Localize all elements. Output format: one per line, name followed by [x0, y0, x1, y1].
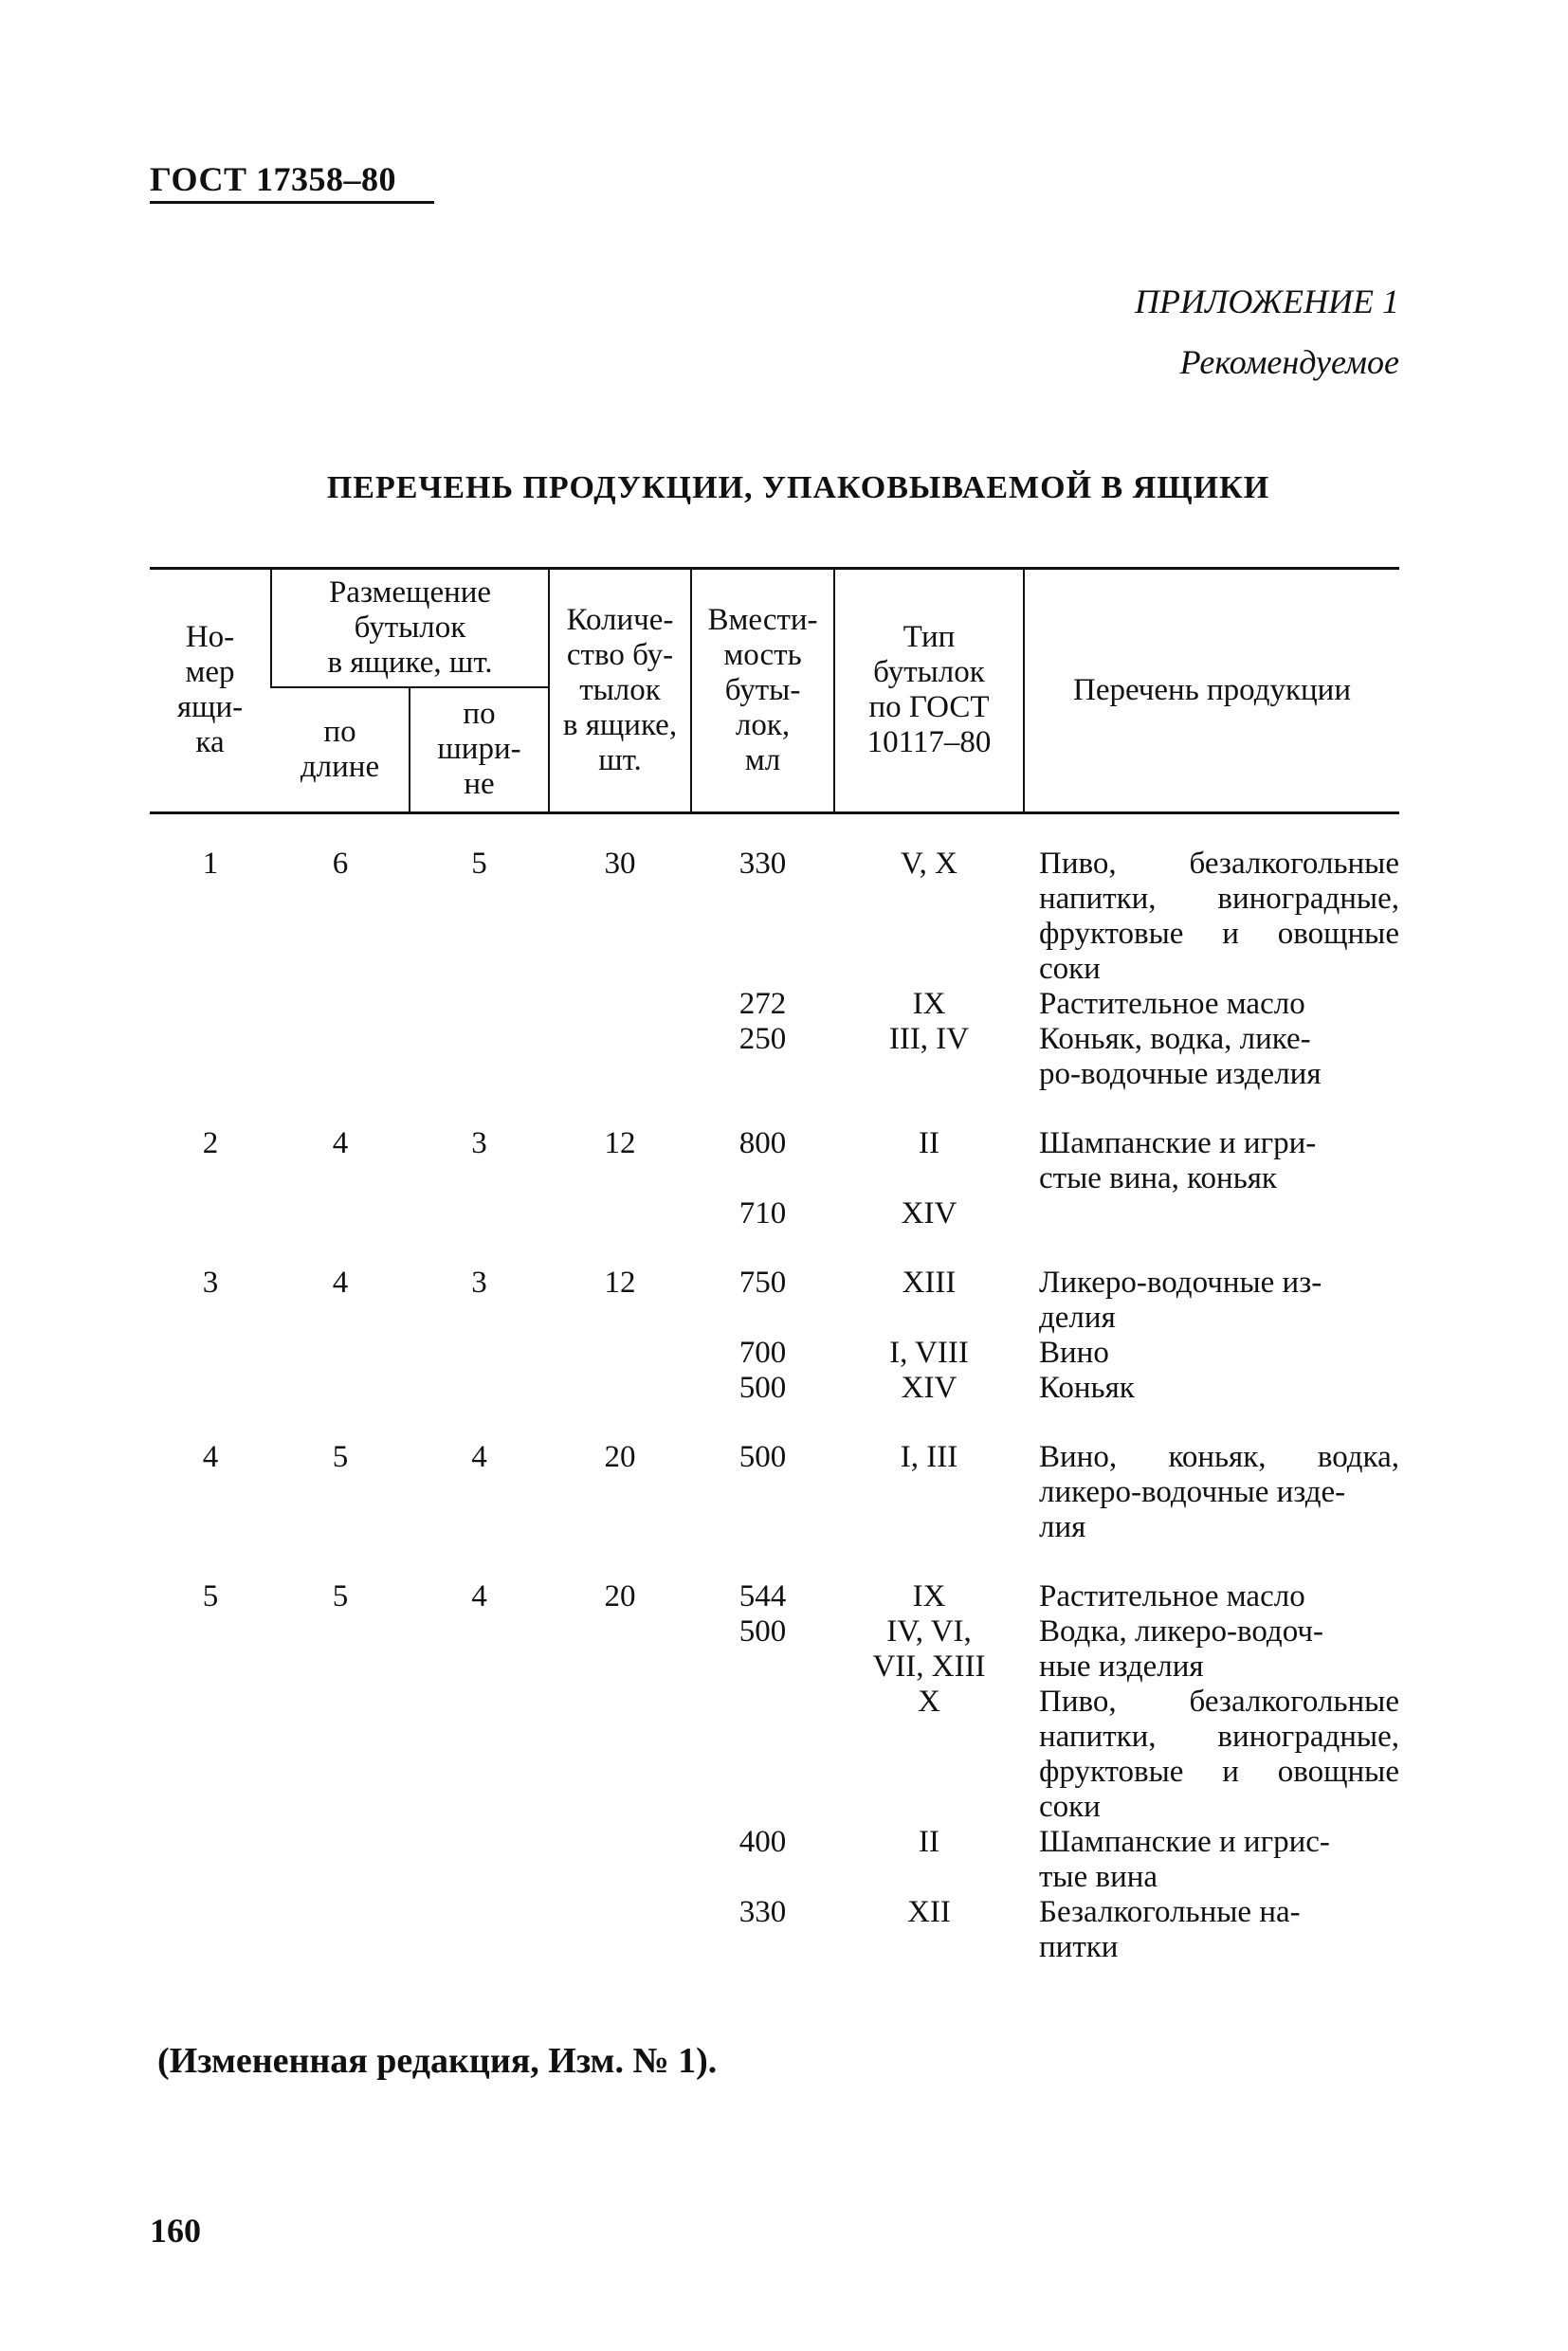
cell-by-width	[410, 1685, 549, 1825]
cell-by-width: 5	[471, 846, 487, 881]
cell-bottle-type: XIV	[901, 1370, 957, 1405]
header-capacity: Вмести- мость буты- лок, мл	[691, 569, 834, 813]
table-row	[150, 1092, 1399, 1196]
header-products: Перечень продукции	[1024, 569, 1399, 813]
table-row	[150, 987, 1399, 1022]
cell-box-number: 1	[202, 846, 219, 881]
cell-by-length	[271, 1022, 410, 1092]
cell-products: Шампанские и игрис- тые вина	[1039, 1824, 1330, 1894]
cell-capacity	[691, 1685, 834, 1825]
cell-by-length	[271, 1825, 410, 1895]
cell-box-number: 2	[202, 1125, 219, 1160]
cell-bottle-type: II	[919, 1125, 939, 1160]
cell-bottle-type: XIII	[902, 1265, 957, 1300]
cell-products: Растительное масло	[1039, 1578, 1305, 1613]
cell-by-width: 3	[471, 1125, 487, 1160]
cell-bottle-type: I, VIII	[889, 1335, 969, 1370]
table-row	[150, 1685, 1399, 1825]
header-box-number: Но- мер ящи- ка	[150, 569, 271, 813]
cell-box-number	[150, 1371, 271, 1406]
cell-capacity: 750	[738, 1265, 787, 1300]
table-row	[150, 1614, 1399, 1685]
cell-quantity	[549, 1022, 691, 1092]
cell-by-width	[410, 987, 549, 1022]
page-number: 160	[150, 2212, 201, 2250]
cell-box-number	[150, 1196, 271, 1231]
cell-products: Водка, ликеро-водоч- ные изделия	[1039, 1613, 1323, 1684]
cell-quantity	[549, 1614, 691, 1685]
cell-box-number	[150, 1825, 271, 1895]
cell-box-number	[150, 1685, 271, 1825]
cell-by-width: 4	[471, 1578, 487, 1613]
cell-quantity	[549, 1336, 691, 1371]
cell-box-number	[150, 987, 271, 1022]
table-row	[150, 812, 1399, 987]
amendment-note: (Измененная редакция, Изм. № 1).	[157, 2041, 718, 2081]
cell-capacity: 700	[738, 1335, 787, 1370]
cell-products: Ликеро-водочные из- делия	[1039, 1265, 1322, 1335]
cell-quantity: 30	[604, 846, 636, 881]
cell-products: Безалкогольные на- питки	[1039, 1894, 1301, 1964]
cell-box-number	[150, 1895, 271, 1965]
table-row	[150, 1895, 1399, 1965]
cell-products: Вино	[1039, 1335, 1109, 1370]
table-row	[150, 1371, 1399, 1406]
table-row	[150, 1545, 1399, 1614]
table-row	[150, 1825, 1399, 1895]
table-body	[150, 812, 1399, 1965]
appendix-status: Рекомендуемое	[1179, 343, 1399, 381]
cell-bottle-type: XIV	[901, 1195, 957, 1230]
document-code-header	[150, 159, 396, 199]
cell-bottle-type: IX	[912, 986, 946, 1021]
cell-box-number: 5	[202, 1578, 219, 1613]
cell-capacity: 330	[738, 846, 787, 881]
cell-quantity	[549, 987, 691, 1022]
cell-capacity: 330	[738, 1894, 787, 1929]
cell-bottle-type: III, IV	[888, 1021, 970, 1056]
cell-bottle-type: IV, VI, VII, XIII	[872, 1613, 986, 1684]
appendix-label: ПРИЛОЖЕНИЕ 1	[1135, 282, 1399, 320]
cell-by-length	[271, 1685, 410, 1825]
cell-quantity: 12	[604, 1125, 636, 1160]
cell-by-width	[410, 1196, 549, 1231]
cell-box-number	[150, 1614, 271, 1685]
cell-quantity	[549, 1371, 691, 1406]
cell-by-length	[271, 1895, 410, 1965]
cell-products	[1024, 1196, 1399, 1231]
cell-by-length	[271, 987, 410, 1022]
header-by-length: по длине	[271, 687, 410, 812]
cell-by-length	[271, 1371, 410, 1406]
cell-capacity: 250	[738, 1021, 787, 1056]
document-title: ПЕРЕЧЕНЬ ПРОДУКЦИИ, УПАКОВЫВАЕМОЙ В ЯЩИКИ	[326, 470, 1270, 505]
cell-by-width	[410, 1614, 549, 1685]
cell-capacity: 800	[738, 1125, 787, 1160]
header-quantity: Количе- ство бу- тылок в ящике, шт.	[549, 569, 691, 813]
cell-bottle-type: II	[919, 1824, 939, 1859]
cell-capacity: 400	[738, 1824, 787, 1859]
cell-quantity: 20	[604, 1578, 636, 1613]
cell-products: Вино, коньяк, водка, ликеро-водочные изде- лия	[1039, 1439, 1399, 1544]
cell-quantity: 20	[604, 1439, 636, 1474]
cell-by-length: 5	[332, 1578, 349, 1613]
cell-bottle-type: IX	[912, 1578, 946, 1613]
cell-quantity	[549, 1196, 691, 1231]
cell-by-length: 5	[332, 1439, 349, 1474]
cell-quantity: 12	[604, 1265, 636, 1300]
cell-box-number	[150, 1336, 271, 1371]
cell-by-width	[410, 1895, 549, 1965]
cell-by-length: 6	[332, 846, 349, 881]
cell-capacity: 500	[738, 1439, 787, 1474]
cell-by-width	[410, 1371, 549, 1406]
cell-products: Коньяк, водка, лике- ро-водочные изделия	[1039, 1021, 1322, 1091]
cell-box-number	[150, 1022, 271, 1092]
table-row	[150, 1231, 1399, 1336]
products-table	[150, 567, 1399, 1965]
cell-box-number: 3	[202, 1265, 219, 1300]
cell-by-width: 3	[471, 1265, 487, 1300]
cell-products: Пиво, безалкогольные напитки, виноградные, фруктовые и овощные соки	[1039, 1684, 1399, 1824]
appendix-block	[1135, 271, 1399, 392]
cell-bottle-type: V, X	[901, 846, 957, 881]
cell-by-length	[271, 1196, 410, 1231]
cell-quantity	[549, 1895, 691, 1965]
cell-by-length: 4	[332, 1125, 349, 1160]
cell-capacity: 272	[738, 986, 787, 1021]
table-header	[150, 569, 1399, 813]
cell-bottle-type: X	[918, 1684, 940, 1719]
header-bottle-type: Тип бутылок по ГОСТ 10117–80	[834, 569, 1024, 813]
header-placement: Размещение бутылок в ящике, шт.	[271, 569, 549, 688]
cell-bottle-type: XII	[907, 1894, 951, 1929]
cell-by-length: 4	[332, 1265, 349, 1300]
cell-products: Пиво, безалкогольные напитки, виноградные, фруктовые и овощные соки	[1039, 846, 1399, 986]
cell-capacity: 500	[738, 1613, 787, 1649]
cell-capacity: 500	[738, 1370, 787, 1405]
cell-products: Растительное масло	[1039, 986, 1305, 1021]
header-by-width: по шири- не	[410, 687, 549, 812]
cell-capacity: 544	[738, 1578, 787, 1613]
cell-by-width	[410, 1336, 549, 1371]
cell-capacity: 710	[738, 1195, 787, 1230]
cell-bottle-type: I, III	[900, 1439, 958, 1474]
cell-by-width	[410, 1825, 549, 1895]
cell-quantity	[549, 1825, 691, 1895]
cell-quantity	[549, 1685, 691, 1825]
cell-products: Коньяк	[1039, 1370, 1135, 1405]
cell-by-width	[410, 1022, 549, 1092]
header-underline	[150, 201, 434, 204]
document-code: ГОСТ 17358–80	[150, 160, 396, 198]
table-row	[150, 1336, 1399, 1371]
cell-box-number: 4	[202, 1439, 219, 1474]
cell-products: Шампанские и игри- стые вина, коньяк	[1039, 1125, 1317, 1195]
table-row	[150, 1406, 1399, 1545]
cell-by-width: 4	[471, 1439, 487, 1474]
cell-by-length	[271, 1336, 410, 1371]
cell-by-length	[271, 1614, 410, 1685]
table-row	[150, 1196, 1399, 1231]
table-row	[150, 1022, 1399, 1092]
